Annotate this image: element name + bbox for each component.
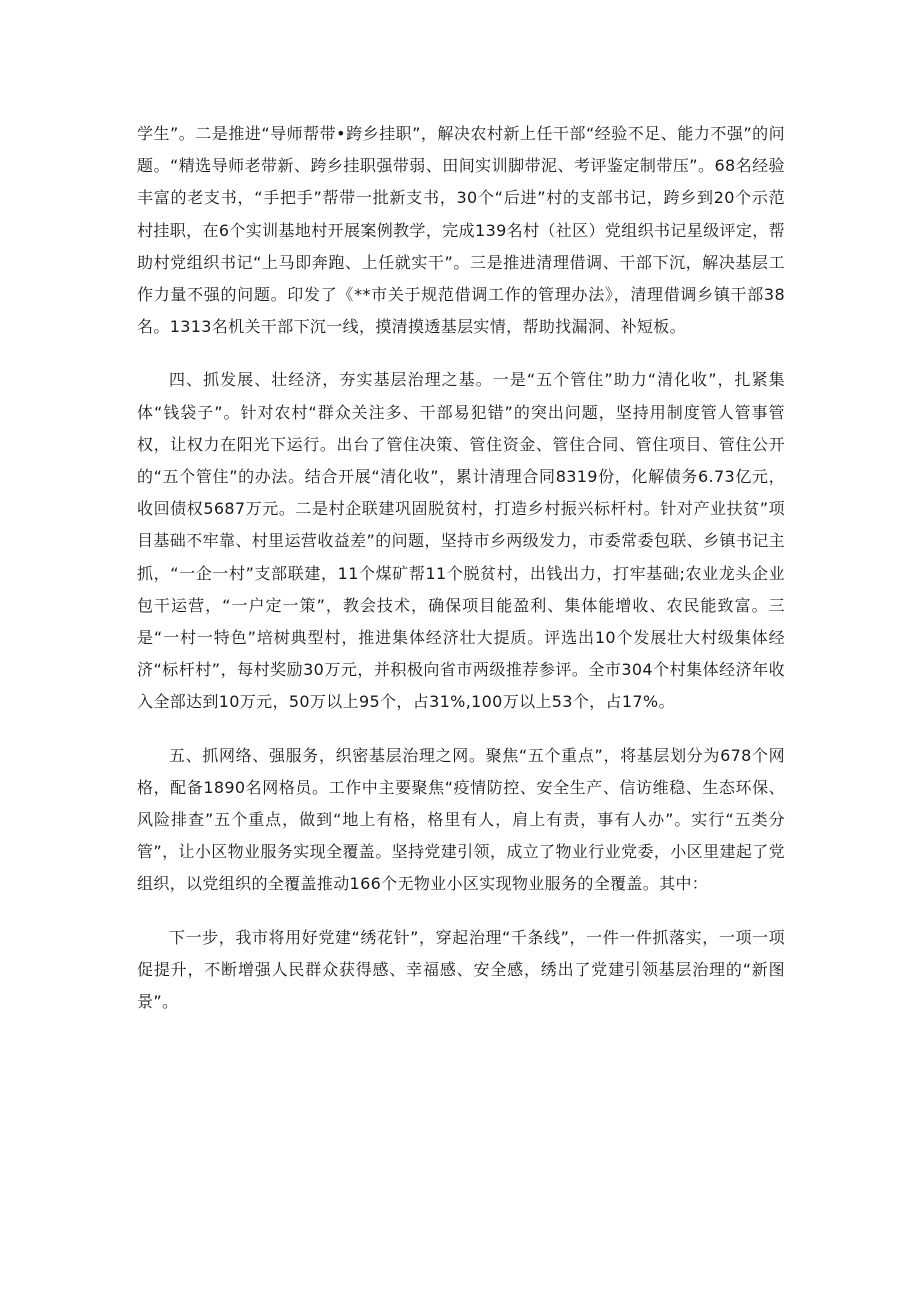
paragraph-gap [137,719,785,740]
paragraph-economic-development: 四、抓发展、壮经济，夯实基层治理之基。一是“五个管住”助力“清化收”，扎紧集体“钱袋子”。针对农村“群众关注多、干部易犯错”的突出问题，坚持用制度管人管事管权，让权力在阳光下运行。出台了管住决策、管住资金、管住合同、管住项目、管住公开的“五个管住”的办法。结合开展“清化收”，累计清理合同8319份，化解债务6.73亿元，收回债权5687万元。二是村企联建巩固脱贫村，打造乡村振兴标杆村。针对产业扶贫”项目基础不牢靠、村里运营收益差”的问题，坚持市乡两级发力，市委常委包联、乡镇书记主抓，“一企一村”支部联建，11个煤矿帮11个脱贫村，出钱出力，打牢基础;农业龙头企业包干运营，“一户定一策”，教会技术，确保项目能盈利、集体能增收、农民能致富。三是“一村一特色”培树典型村，推进集体经济壮大提质。评选出10个发展壮大村级集体经济“标杆村”，每村奖励30万元，并积极向省市两级推荐参评。全市304个村集体经济年收入全部达到10万元，50万以上95个，占31%,100万以上53个，占17%。 [137,370,785,712]
document-body [137,118,785,1018]
paragraph-cadre-training: 学生”。二是推进“导师帮带•跨乡挂职”，解决农村新上任干部“经验不足、能力不强”的问题。“精选导师老带新、跨乡挂职强带弱、田间实训脚带泥、考评鉴定制带压”。68名经验丰富的老支书，“手把手”帮带一批新支书，30个“后进”村的支部书记，跨乡到20个示范村挂职，在6个实训基地村开展案例教学，完成139名村（社区）党组织书记星级评定，帮助村党组织书记“上马即奔跑、上任就实干”。三是推进清理借调、干部下沉，解决基层工作力量不强的问题。印发了《**市关于规范借调工作的管理办法》，清理借调乡镇干部38名。1313名机关干部下沉一线，摸清摸透基层实情，帮助找漏洞、补短板。 [137,124,785,337]
paragraph-grid-service: 五、抓网络、强服务，织密基层治理之网。聚焦“五个重点”，将基层划分为678个网格，配备1890名网格员。工作中主要聚焦“疫情防控、安全生产、信访维稳、生态环保、风险排查”五个重点，做到“地上有格，格里有人，肩上有责，事有人办”。实行“五类分管”，让小区物业服务实现全覆盖。坚持党建引领，成立了物业行业党委，小区里建起了党组织，以党组织的全覆盖推动166个无物业小区实现物业服务的全覆盖。其中： [137,745,785,894]
paragraph-next-steps: 下一步，我市将用好党建“绣花针”，穿起治理“千条线”，一件一件抓落实，一项一项促提升，不断增强人民群众获得感、幸福感、安全感，绣出了党建引领基层治理的“新图景”。 [137,927,785,1012]
paragraph-gap [137,343,785,364]
paragraph-gap [137,901,785,922]
